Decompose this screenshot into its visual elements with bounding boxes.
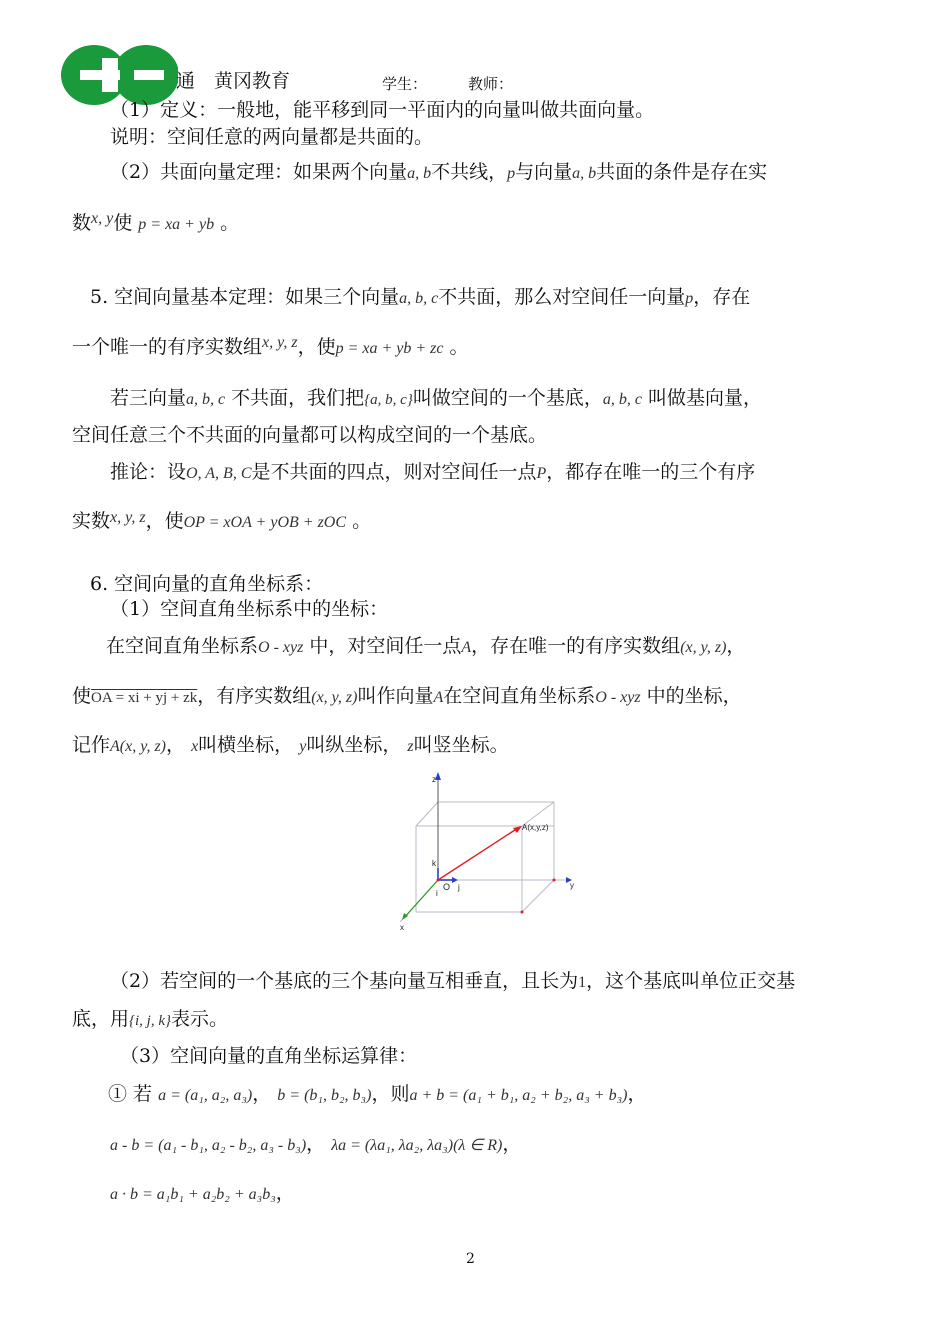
label-i: i xyxy=(436,889,438,898)
subsection-3-title: （3）空间向量的直角坐标运算律： xyxy=(120,1045,418,1067)
coplanar-theorem-line1: （2）共面向量定理：如果两个向量a, b不共线，p与向量a, b共面的条件是存在实 xyxy=(110,161,768,183)
label-j: j xyxy=(458,883,460,892)
corollary-line1: 推论：设O, A, B, C是不共面的四点，则对空间任一点P，都存在唯一的三个有序 xyxy=(110,461,756,483)
student-label: 学生： xyxy=(382,75,428,93)
basis-def-line1: 若三向量a, b, c 不共面，我们把{a, b, c}叫做空间的一个基底，a, b, c 叫做基向量， xyxy=(110,387,763,409)
rule-1-line1: ① 若 a = (a₁, a₂, a₃)， b = (b₁, b₂, b₃)，则a + b = (a₁ + b₁, a₂ + b₂, a₃ + b₃)， xyxy=(108,1083,647,1105)
page-number: 2 xyxy=(466,1251,475,1267)
basis-theorem-line2: 一个唯一的有序实数组$^{x, y, z}$，使p = xa + yb + zc 。 xyxy=(72,334,469,358)
label-x: x xyxy=(400,923,404,932)
label-y: y xyxy=(570,881,574,890)
basis-def-line2: 空间任意三个不共面的向量都可以构成空间的一个基底。 xyxy=(72,424,548,446)
point-marker xyxy=(521,911,524,914)
orthonormal-line1: （2）若空间的一个基底的三个基向量互相垂直，且长为1，这个基底叫单位正交基 xyxy=(110,970,796,992)
label-a: A(x,y,z) xyxy=(522,823,549,832)
label-k: k xyxy=(432,859,436,868)
label-o: O xyxy=(443,882,451,892)
coord-def-line3: 记作A(x, y, z)， x叫横坐标， y叫纵坐标， z叫竖坐标。 xyxy=(72,734,509,756)
point-marker xyxy=(553,879,556,882)
teacher-label: 教师： xyxy=(468,75,514,93)
basis-theorem-line1: 5. 空间向量基本定理：如果三个向量a, b, c不共面，那么对空间任一向量p，存在 xyxy=(90,286,751,308)
corollary-line2: 实数$^{x, y, z}$，使OP = xOA + yOB + zOC 。 xyxy=(72,509,372,532)
coord-def-line2: 使OA = xi + yj + zk，有序实数组(x, y, z)叫作向量A在空间直角坐标系O - xyz 中的坐标， xyxy=(72,685,742,707)
section-6-title: 6. 空间向量的直角坐标系： xyxy=(90,573,324,595)
note-two-vectors: 说明：空间任意的两向量都是共面的。 xyxy=(110,126,434,148)
coord-def-line1: 在空间直角坐标系O - xyz 中，对空间任一点A，存在唯一的有序实数组(x, y, z)， xyxy=(106,635,746,657)
subsection-1-title: （1）空间直角坐标系中的坐标： xyxy=(110,598,389,620)
rule-1-line3: a · b = a₁b₁ + a₂b₂ + a₃b₃， xyxy=(110,1182,295,1204)
origin-marker xyxy=(437,879,440,882)
rule-1-line2: a - b = (a₁ - b₁, a₂ - b₂, a₃ - b₃)， λa = (λa₁, λa₂, λa₃)(λ ∈ R)， xyxy=(110,1133,522,1155)
label-z: z xyxy=(432,775,436,784)
def-coplanar: （1）定义：一般地，能平移到同一平面内的向量叫做共面向量。 xyxy=(110,99,655,121)
coplanar-theorem-line2: 数$^{x, y}$使 p = xa + yb 。 xyxy=(72,210,240,234)
cube-edge xyxy=(522,880,554,912)
header-brand: 通 xyxy=(176,70,196,92)
coordinate-figure xyxy=(394,768,594,934)
header-org: 黄冈教育 xyxy=(214,70,291,92)
vector-oa xyxy=(438,828,518,880)
cube-edge xyxy=(416,802,438,826)
vector-oa-arrow-icon xyxy=(513,826,522,833)
orthonormal-line2: 底，用{i, j, k}表示。 xyxy=(72,1008,229,1030)
